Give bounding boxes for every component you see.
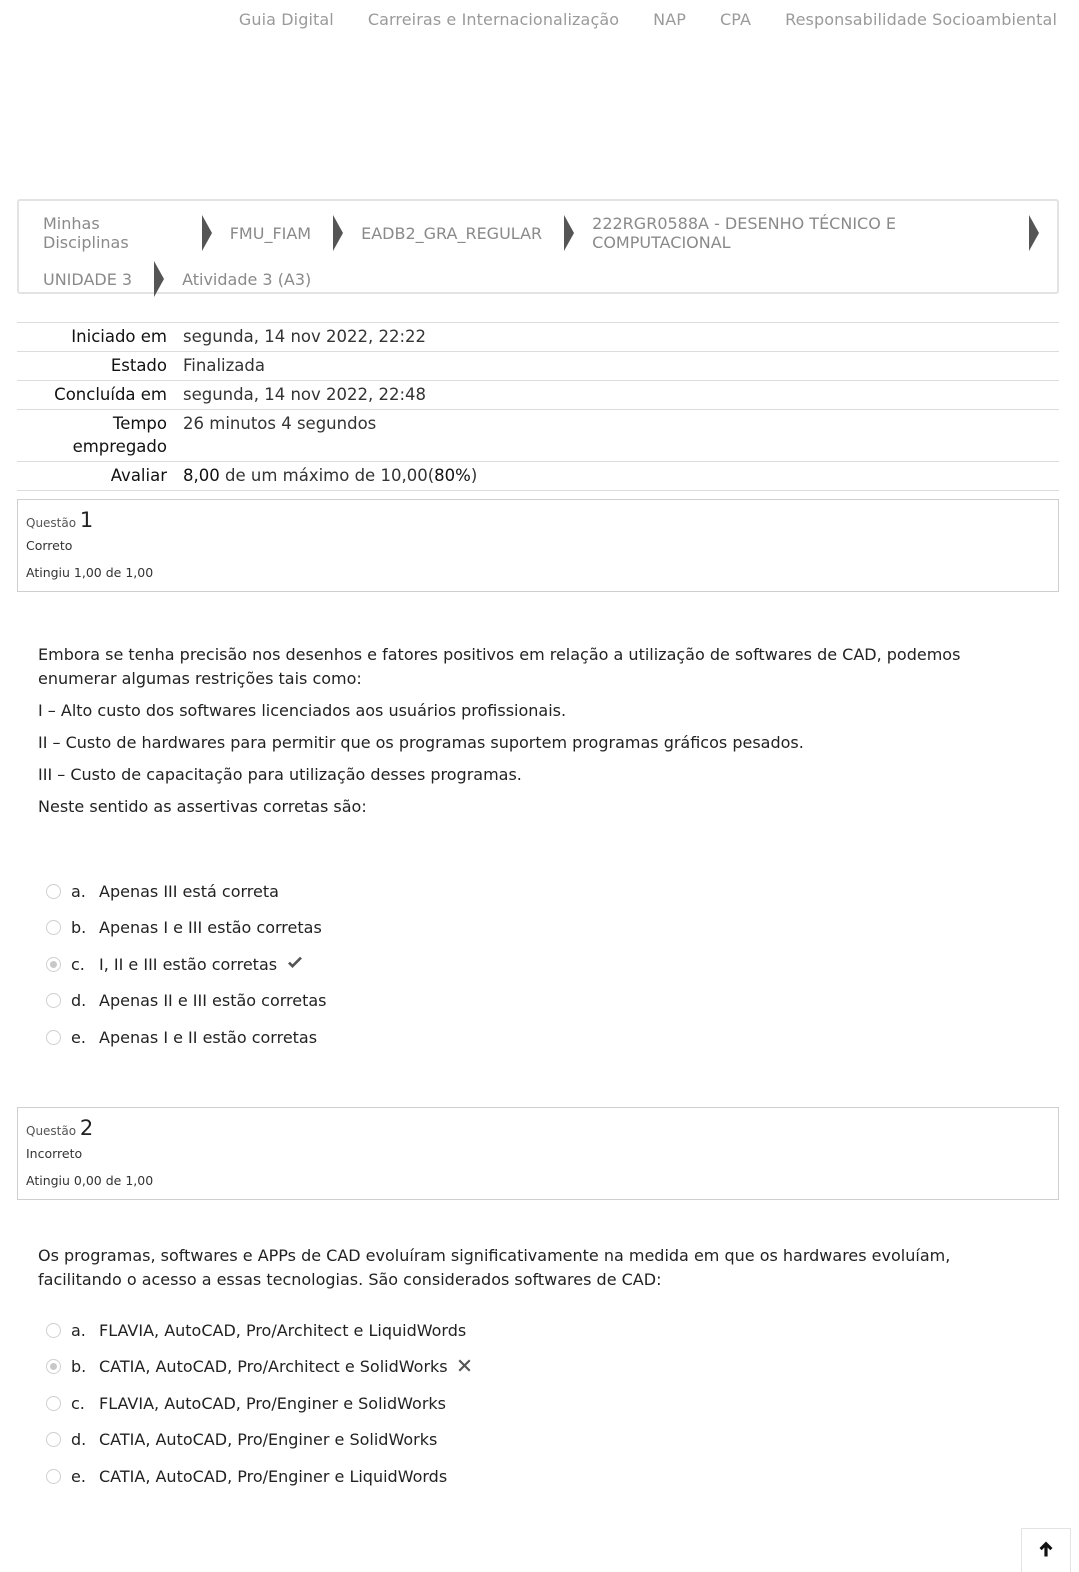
breadcrumb-separator-icon — [146, 259, 168, 299]
answer-option[interactable] — [46, 1458, 471, 1495]
answer-letter: e. — [71, 1466, 86, 1486]
question-item: III – Custo de capacitação para utilização desses programas. — [38, 765, 522, 784]
answer-text: Apenas I e III estão corretas — [99, 918, 322, 938]
breadcrumb-item-minhas-disciplinas[interactable]: Minhas Disciplinas — [43, 214, 129, 252]
breadcrumb-item-course[interactable]: 222RGR0588A - DESENHO TÉCNICO E COMPUTACIONAL — [592, 214, 896, 252]
nav-responsabilidade[interactable]: Responsabilidade Socioambiental — [785, 10, 1057, 29]
answer-option[interactable] — [46, 1312, 471, 1349]
question-1-info — [17, 499, 1059, 592]
question-number — [26, 1116, 1050, 1140]
grade-score: 8,00 — [183, 466, 220, 485]
answer-text: CATIA, AutoCAD, Pro/Enginer e LiquidWords — [99, 1466, 448, 1486]
answer-option[interactable] — [46, 983, 327, 1020]
grade-end: ) — [470, 466, 478, 485]
answer-letter: a. — [71, 1320, 86, 1340]
answer-option[interactable] — [46, 910, 327, 947]
summary-row-grade — [17, 462, 1059, 491]
summary-row-started — [17, 323, 1059, 352]
answer-letter: d. — [71, 1430, 87, 1450]
breadcrumb-separator-icon — [194, 213, 216, 253]
summary-label: Avaliar — [110, 466, 167, 485]
summary-value: Finalizada — [183, 356, 265, 375]
question-2-info — [17, 1107, 1059, 1200]
question-grade: Atingiu 0,00 de 1,00 — [26, 1173, 154, 1188]
summary-label — [17, 410, 175, 462]
summary-value: segunda, 14 nov 2022, 22:48 — [183, 385, 427, 404]
summary-label: Estado — [110, 356, 167, 375]
summary-row-completed — [17, 381, 1059, 410]
radio-button[interactable] — [46, 1432, 61, 1447]
radio-button[interactable] — [46, 1469, 61, 1484]
answer-option[interactable] — [46, 1019, 327, 1056]
question-label: Questão — [26, 516, 77, 530]
question-paragraph: Embora se tenha precisão nos desenhos e fatores positivos em relação a utilização de softwares de CAD, podemos enumerar algumas restrições tais como: — [38, 645, 961, 688]
nav-carreiras[interactable]: Carreiras e Internacionalização — [367, 10, 620, 29]
answer-letter: a. — [71, 881, 86, 901]
answer-option[interactable] — [46, 1385, 471, 1422]
question-item: II – Custo de hardwares para permitir que os programas suportem programas gráficos pesados. — [38, 733, 804, 752]
answer-letter: c. — [71, 1393, 85, 1413]
question-label: Questão — [26, 1124, 77, 1138]
radio-button[interactable] — [46, 993, 61, 1008]
radio-button-selected[interactable] — [46, 957, 61, 972]
grade-percent: 80% — [434, 466, 471, 485]
question-status: Incorreto — [26, 1146, 83, 1161]
radio-button[interactable] — [46, 920, 61, 935]
question-prompt: Neste sentido as assertivas corretas são: — [38, 797, 367, 816]
question-1-text — [38, 643, 1038, 819]
summary-value: 26 minutos 4 segundos — [183, 414, 377, 433]
question-number — [26, 508, 1050, 532]
summary-row-time — [17, 410, 1059, 462]
answer-text: FLAVIA, AutoCAD, Pro/Architect e LiquidWords — [99, 1320, 467, 1340]
breadcrumb-separator-icon — [1021, 213, 1043, 253]
summary-label: Concluída em — [54, 385, 167, 404]
breadcrumb-row — [43, 213, 1057, 253]
breadcrumb — [17, 199, 1059, 294]
breadcrumb-separator-icon — [325, 213, 347, 253]
question-2-answers — [46, 1312, 471, 1495]
question-2-text — [38, 1244, 1038, 1292]
answer-text: I, II e III estão corretas — [99, 954, 278, 974]
grade-max: de um máximo de 10,00( — [219, 466, 435, 485]
attempt-summary-table — [17, 322, 1059, 491]
nav-guia-digital[interactable]: Guia Digital — [238, 10, 334, 29]
x-icon — [458, 1357, 471, 1376]
answer-text: Apenas III está correta — [99, 881, 279, 901]
breadcrumb-item-atividade[interactable]: Atividade 3 (A3) — [182, 269, 312, 289]
radio-button[interactable] — [46, 1030, 61, 1045]
answer-text: CATIA, AutoCAD, Pro/Architect e SolidWorks — [99, 1357, 448, 1377]
answer-text: Apenas I e II estão corretas — [99, 1027, 318, 1047]
question-grade: Atingiu 1,00 de 1,00 — [26, 565, 154, 580]
breadcrumb-row — [43, 259, 311, 299]
question-paragraph: Os programas, softwares e APPs de CAD evoluíram significativamente na medida em que os hardwares evoluíam, facilitando o acesso a essas tecnologias. São considerados softwares de CAD: — [38, 1246, 951, 1289]
radio-button[interactable] — [46, 1396, 61, 1411]
question-item: I – Alto custo dos softwares licenciados aos usuários profissionais. — [38, 701, 567, 720]
summary-label: Iniciado em — [71, 327, 167, 346]
answer-option[interactable] — [46, 873, 327, 910]
question-number-value: 2 — [79, 1116, 94, 1140]
breadcrumb-separator-icon — [556, 213, 578, 253]
answer-letter: b. — [71, 1357, 87, 1377]
summary-value — [175, 462, 1059, 491]
radio-button[interactable] — [46, 1323, 61, 1338]
summary-row-state — [17, 352, 1059, 381]
nav-nap[interactable]: NAP — [653, 10, 687, 29]
answer-letter: d. — [71, 991, 87, 1011]
answer-letter: c. — [71, 954, 85, 974]
answer-option[interactable] — [46, 1422, 471, 1459]
answer-text: CATIA, AutoCAD, Pro/Enginer e SolidWorks — [99, 1430, 438, 1450]
radio-button-selected[interactable] — [46, 1359, 61, 1374]
check-icon — [287, 955, 303, 974]
question-1-answers — [46, 873, 327, 1056]
scroll-to-top-button[interactable] — [1021, 1528, 1071, 1572]
answer-text: Apenas II e III estão corretas — [99, 991, 327, 1011]
answer-option[interactable] — [46, 946, 327, 983]
summary-label-line: empregado — [72, 437, 167, 456]
breadcrumb-item-fmu-fiam[interactable]: FMU_FIAM — [229, 223, 312, 243]
answer-letter: e. — [71, 1027, 86, 1047]
breadcrumb-item-unidade[interactable]: UNIDADE 3 — [43, 269, 133, 289]
answer-text: FLAVIA, AutoCAD, Pro/Enginer e SolidWorks — [99, 1393, 446, 1413]
top-navigation — [239, 10, 1057, 29]
answer-option[interactable] — [46, 1349, 471, 1386]
breadcrumb-item-eadb2[interactable]: EADB2_GRA_REGULAR — [361, 223, 543, 243]
nav-cpa[interactable]: CPA — [720, 10, 752, 29]
question-number-value: 1 — [79, 508, 94, 532]
summary-label-line: Tempo — [112, 414, 167, 433]
radio-button[interactable] — [46, 884, 61, 899]
arrow-up-icon — [1039, 1541, 1053, 1561]
summary-value: segunda, 14 nov 2022, 22:22 — [183, 327, 427, 346]
answer-letter: b. — [71, 918, 87, 938]
question-status: Correto — [26, 538, 73, 553]
